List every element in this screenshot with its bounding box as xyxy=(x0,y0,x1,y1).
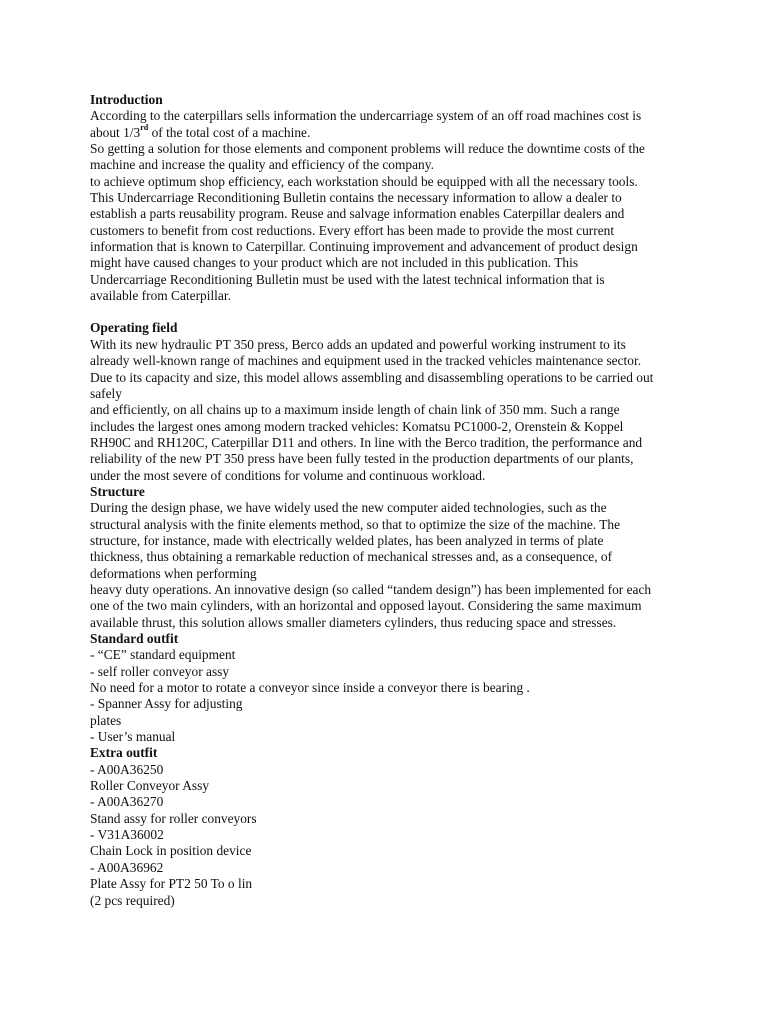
paragraph-line: According to the caterpillars sells information the undercarriage system of an off road machines cost is xyxy=(90,108,642,124)
list-item: - A00A36962 xyxy=(90,859,164,875)
paragraph-line: available thrust, this solution allows smaller diameters cylinders, thus reducing space and stresses. xyxy=(90,614,617,630)
list-item: No need for a motor to rotate a conveyor since inside a conveyor there is bearing . xyxy=(90,680,530,696)
paragraph-line: already well-known range of machines and equipment used in the tracked vehicles maintenance sector. xyxy=(90,353,642,369)
paragraph-line: to achieve optimum shop efficiency, each workstation should be equipped with all the necessary tools. xyxy=(90,173,638,189)
list-item: - self roller conveyor assy xyxy=(90,663,230,679)
operating-field-section xyxy=(90,320,688,483)
list-item: Roller Conveyor Assy xyxy=(90,778,210,794)
paragraph-line: During the design phase, we have widely used the new computer aided technologies, such as the xyxy=(90,500,607,516)
paragraph-line: thickness, thus obtaining a remarkable reduction of mechanical stresses and, as a consequence, of xyxy=(90,549,613,565)
paragraph-line: With its new hydraulic PT 350 press, Berco adds an updated and powerful working instrument to its xyxy=(90,336,626,352)
paragraph-line: deformations when performing xyxy=(90,565,257,581)
paragraph-line xyxy=(90,125,688,141)
paragraph-line: establish a parts reusability program. Reuse and salvage information enables Caterpillar dealers and xyxy=(90,206,625,222)
list-item: Stand assy for roller conveyors xyxy=(90,810,257,826)
paragraph-line: structural analysis with the finite elements method, so that to optimize the size of the machine. The xyxy=(90,516,621,532)
introduction-heading: Introduction xyxy=(90,92,163,107)
paragraph-line: and efficiently, on all chains up to a maximum inside length of chain link of 350 mm. Such a range xyxy=(90,402,620,418)
list-item: - A00A36270 xyxy=(90,794,164,810)
text-fragment: about 1/3 xyxy=(90,124,141,140)
paragraph-line: Due to its capacity and size, this model allows assembling and disassembling operations to be carried out xyxy=(90,369,654,385)
introduction-section xyxy=(90,92,688,304)
standard-outfit-heading: Standard outfit xyxy=(90,631,179,646)
list-item: (2 pcs required) xyxy=(90,892,175,908)
list-item: Chain Lock in position device xyxy=(90,843,252,859)
paragraph-line: customers to benefit from cost reductions. Every effort has been made to provide the most current xyxy=(90,222,615,238)
paragraph-line: available from Caterpillar. xyxy=(90,288,231,304)
list-item: Plate Assy for PT2 50 To o lin xyxy=(90,876,253,892)
superscript: rd xyxy=(140,123,149,133)
list-item: - A00A36250 xyxy=(90,761,164,777)
paragraph-line: under the most severe of conditions for volume and continuous workload. xyxy=(90,467,486,483)
structure-section xyxy=(90,484,688,631)
list-item: plates xyxy=(90,712,122,728)
paragraph-line: includes the largest ones among modern tracked vehicles: Komatsu PC1000-2, Orenstein & Koppel xyxy=(90,418,624,434)
paragraph-line: Undercarriage Reconditioning Bulletin must be used with the latest technical information that is xyxy=(90,271,605,287)
paragraph-line: heavy duty operations. An innovative design (so called “tandem design”) has been implemented for each xyxy=(90,581,652,597)
paragraph-line: safely xyxy=(90,385,122,401)
operating-field-heading: Operating field xyxy=(90,320,178,336)
list-item: - V31A36002 xyxy=(90,827,164,843)
paragraph-line: RH90C and RH120C, Caterpillar D11 and others. In line with the Berco tradition, the performance and xyxy=(90,434,643,450)
paragraph-line: one of the two main cylinders, with an horizontal and opposed layout. Considering the same maximum xyxy=(90,598,642,614)
list-item: - User’s manual xyxy=(90,729,176,745)
section-spacer xyxy=(90,304,688,320)
paragraph-line: This Undercarriage Reconditioning Bulletin contains the necessary information to allow a dealer to xyxy=(90,190,622,206)
paragraph-line: might have caused changes to your product which are not included in this publication. This xyxy=(90,255,579,271)
paragraph-line: So getting a solution for those elements and component problems will reduce the downtime costs of the xyxy=(90,141,645,157)
paragraph-line: information that is known to Caterpillar. Continuing improvement and advancement of product design xyxy=(90,239,638,255)
list-item: - Spanner Assy for adjusting xyxy=(90,696,243,712)
standard-outfit-section xyxy=(90,631,688,745)
text-fragment: of the total cost of a machine. xyxy=(148,124,311,140)
paragraph-line: machine and increase the quality and efficiency of the company. xyxy=(90,157,434,173)
extra-outfit-heading: Extra outfit xyxy=(90,745,158,761)
extra-outfit-section xyxy=(90,745,688,908)
paragraph-line: reliability of the new PT 350 press have been fully tested in the production departments of our plants, xyxy=(90,451,634,467)
paragraph-line: structure, for instance, made with electrically welded plates, has been analyzed in terms of plate xyxy=(90,532,604,548)
structure-heading: Structure xyxy=(90,483,145,499)
list-item: - “CE” standard equipment xyxy=(90,647,236,663)
